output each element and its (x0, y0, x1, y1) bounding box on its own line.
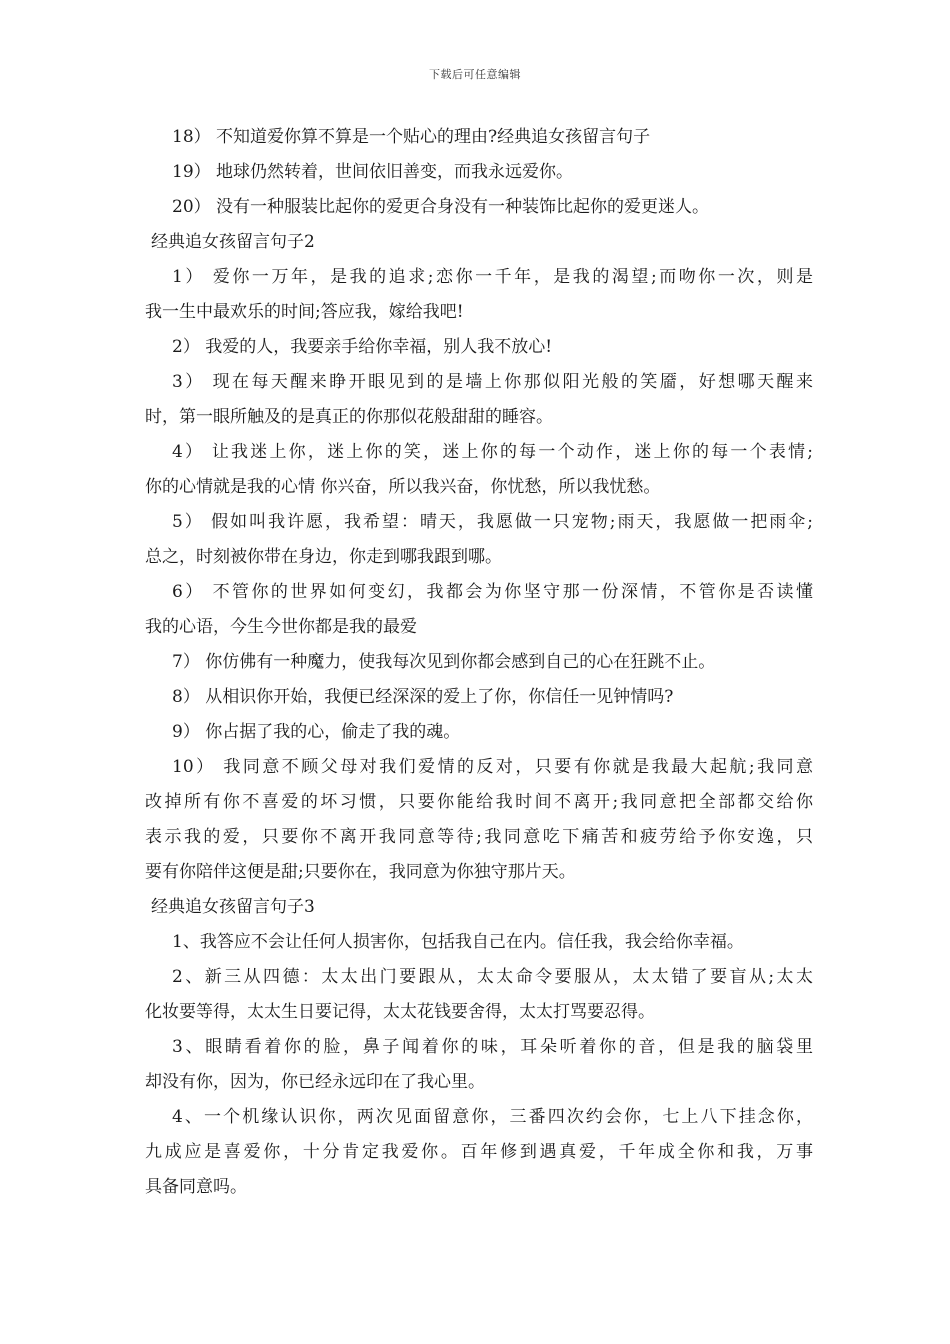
text-line: 18） 不知道爱你算不算是一个贴心的理由?经典追女孩留言句子 (172, 127, 651, 147)
text-line: 时，第一眼所触及的是真正的你那似花般甜甜的睡容。 (145, 407, 553, 427)
text-line: 10） 我同意不顾父母对我们爱情的反对，只要有你就是我最大起航;我同意 (172, 757, 813, 777)
text-line: 九成应是喜爱你，十分肯定我爱你。百年修到遇真爱，千年成全你和我，万事 (145, 1142, 813, 1162)
text-line: 2） 我爱的人，我要亲手给你幸福，别人我不放心! (172, 337, 553, 357)
text-line: 要有你陪伴这便是甜;只要你在，我同意为你独守那片天。 (145, 862, 576, 882)
text-line: 总之，时刻被你带在身边，你走到哪我跟到哪。 (145, 547, 502, 567)
text-line: 化妆要等得，太太生日要记得，太太花钱要舍得，太太打骂要忍得。 (145, 1002, 655, 1022)
text-line: 19） 地球仍然转着，世间依旧善变，而我永远爱你。 (172, 162, 574, 182)
text-line: 5） 假如叫我许愿，我希望：晴天，我愿做一只宠物;雨天，我愿做一把雨伞; (172, 512, 813, 532)
text-line: 我的心语，今生今世你都是我的最爱 (145, 617, 417, 637)
text-line: 6） 不管你的世界如何变幻，我都会为你坚守那一份深情，不管你是否读懂 (172, 582, 813, 602)
text-line: 3） 现在每天醒来睁开眼见到的是墙上你那似阳光般的笑靥，好想哪天醒来 (172, 372, 813, 392)
text-line: 1、我答应不会让任何人损害你，包括我自己在内。信任我，我会给你幸福。 (172, 932, 744, 952)
text-line: 我一生中最欢乐的时间;答应我，嫁给我吧! (145, 302, 464, 322)
text-line: 8） 从相识你开始，我便已经深深的爱上了你，你信任一见钟情吗? (172, 687, 674, 707)
document-body (145, 120, 813, 1205)
text-line: 你的心情就是我的心情 你兴奋，所以我兴奋，你忧愁，所以我忧愁。 (145, 477, 661, 497)
text-line: 7） 你仿佛有一种魔力，使我每次见到你都会感到自己的心在狂跳不止。 (172, 652, 716, 672)
text-line: 表示我的爱，只要你不离开我同意等待;我同意吃下痛苦和疲劳给予你安逸，只 (145, 827, 813, 847)
text-line: 2、新三从四德：太太出门要跟从，太太命令要服从，太太错了要盲从;太太 (172, 967, 813, 987)
page-header: 下载后可任意编辑 (429, 68, 521, 81)
text-line: 4、一个机缘认识你，两次见面留意你，三番四次约会你，七上八下挂念你， (172, 1107, 813, 1127)
text-line: 9） 你占据了我的心，偷走了我的魂。 (172, 722, 461, 742)
text-line: 20） 没有一种服装比起你的爱更合身没有一种装饰比起你的爱更迷人。 (172, 197, 710, 217)
text-line: 1） 爱你一万年，是我的追求;恋你一千年，是我的渴望;而吻你一次，则是 (172, 267, 813, 287)
text-line: 3、眼睛看着你的脸，鼻子闻着你的味，耳朵听着你的音，但是我的脑袋里 (172, 1037, 813, 1057)
text-line: 却没有你，因为，你已经永远印在了我心里。 (145, 1072, 485, 1092)
text-line: 改掉所有你不喜爱的坏习惯，只要你能给我时间不离开;我同意把全部都交给你 (145, 792, 813, 812)
text-line: 4） 让我迷上你，迷上你的笑，迷上你的每一个动作，迷上你的每一个表情; (172, 442, 813, 462)
text-line: 具备同意吗。 (145, 1177, 247, 1197)
section-heading: 经典追女孩留言句子2 (151, 232, 315, 252)
section-heading: 经典追女孩留言句子3 (151, 897, 315, 917)
